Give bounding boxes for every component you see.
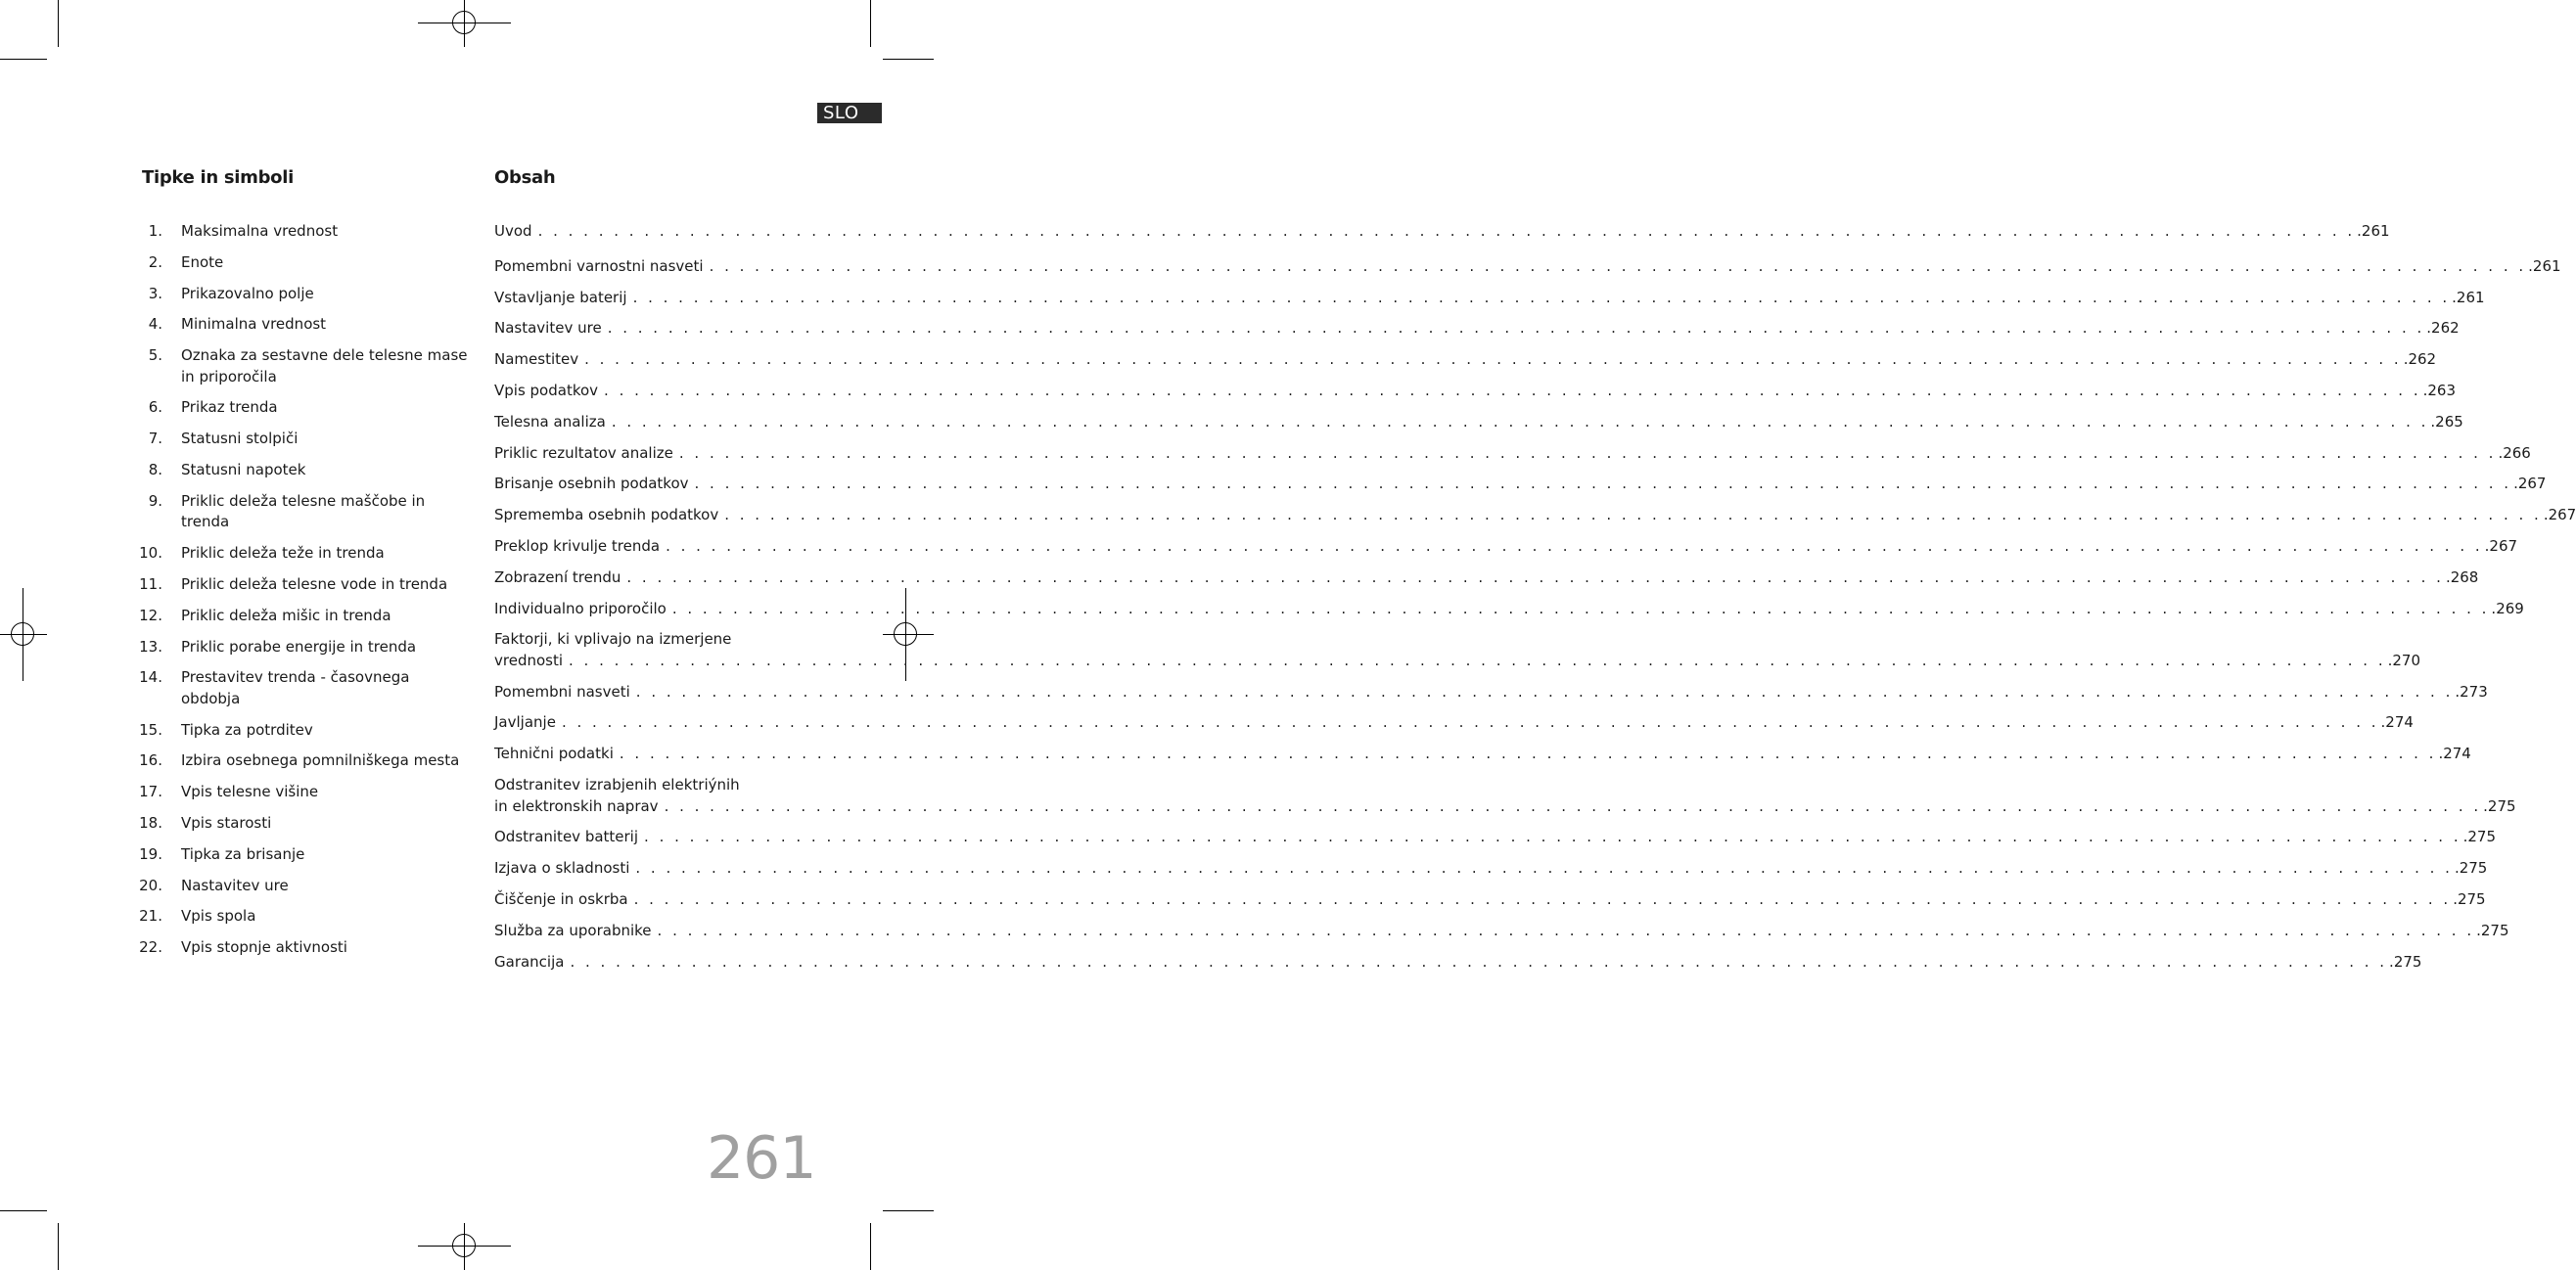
key-label: Prestavitev trenda - časovnega obdobja	[181, 668, 410, 707]
key-list-item	[137, 397, 470, 419]
key-list-item	[137, 221, 470, 243]
key-number: 13.	[139, 637, 162, 656]
toc-entry-page: .261	[2528, 256, 2561, 275]
toc-entry	[494, 921, 2509, 942]
crop-mark	[870, 0, 871, 47]
language-badge: SLO	[817, 103, 882, 123]
toc-entry-page: .275	[2389, 952, 2422, 971]
key-list-item	[137, 813, 470, 835]
toc-entry	[494, 474, 2547, 495]
key-list-item	[137, 314, 470, 336]
toc-entry-title: Zobrazení trendu	[494, 567, 621, 586]
dot-leader: . . . . . . . . . . . . . . . . . . . . . . . . . . . . . . . . . . . . . . . . . . . . . . . . . . . . . . . . . . . . . . . . . . . . . . . . . . . . . . . . . . . . . . . . . . . . . . . . . . . . . . . . . . . . . . . . . . . . . . . .	[709, 256, 2527, 275]
toc-entry-title: Namestitev	[494, 350, 579, 369]
toc-entry-page: .267	[2543, 506, 2576, 524]
key-list-item	[137, 252, 470, 274]
toc-entry	[494, 827, 2497, 848]
table-of-contents	[494, 221, 2576, 982]
toc-entry-page: .261	[2357, 222, 2390, 240]
toc-entry	[494, 889, 2486, 911]
key-label: Enote	[181, 252, 224, 271]
key-label: Vpis stopnje aktivnosti	[181, 938, 347, 957]
toc-entry-page: .275	[2476, 921, 2509, 939]
key-list-item	[137, 345, 470, 387]
key-number: 12.	[139, 606, 162, 624]
dot-leader: . . . . . . . . . . . . . . . . . . . . . . . . . . . . . . . . . . . . . . . . . . . . . . . . . . . . . . . . . . . . . . . . . . . . . . . . . . . . . . . . . . . . . . . . . . . . . . . . . . . . . . . . . . . . . . . . . . . . . . . .	[694, 475, 2512, 493]
key-list-item	[137, 906, 470, 928]
toc-entry-page: .262	[2426, 319, 2460, 338]
dot-leader: . . . . . . . . . . . . . . . . . . . . . . . . . . . . . . . . . . . . . . . . . . . . . . . . . . . . . . . . . . . . . . . . . . . . . . . . . . . . . . . . . . . . . . . . . . . . . . . . . . . . . . . . . . . . . . . . . . . . . . . .	[619, 745, 2437, 763]
key-list-item	[137, 782, 470, 803]
key-list-item	[137, 667, 470, 709]
toc-entry-page: .270	[2387, 651, 2420, 669]
key-label: Minimalna vrednost	[181, 315, 327, 334]
toc-entry-page: .268	[2445, 567, 2479, 586]
key-number: 20.	[139, 876, 162, 894]
dot-leader: . . . . . . . . . . . . . . . . . . . . . . . . . . . . . . . . . . . . . . . . . . . . . . . . . . . . . . . . . . . . . . . . . . . . . . . . . . . . . . . . . . . . . . . . . . . . . . . . . . . . . . . . . . . . . . . . . . . . . . . .	[604, 381, 2421, 399]
dot-leader: . . . . . . . . . . . . . . . . . . . . . . . . . . . . . . . . . . . . . . . . . . . . . . . . . . . . . . . . . . . . . . . . . . . . . . . . . . . . . . . . . . . . . . . . . . . . . . . . . . . . . . . . . . . . . . . . . . . . . . . .	[569, 651, 2386, 669]
key-number: 18.	[139, 814, 162, 833]
toc-entry-title: Telesna analiza	[494, 412, 606, 431]
toc-entry	[494, 318, 2460, 340]
toc-entry-title-line1: Faktorji, ki vplivajo na izmerjene	[494, 630, 732, 649]
toc-entry-title: Garancija	[494, 952, 565, 971]
dot-leader: . . . . . . . . . . . . . . . . . . . . . . . . . . . . . . . . . . . . . . . . . . . . . . . . . . . . . . . . . . . . . . . . . . . . . . . . . . . . . . . . . . . . . . . . . . . . . . . . . . . . . . . . . . . . . . . . . . . . . . . .	[561, 713, 2379, 732]
crop-mark	[58, 1223, 59, 1270]
toc-entry-page: .274	[2380, 713, 2414, 732]
key-number: 1.	[148, 222, 162, 240]
key-number: 15.	[139, 720, 162, 739]
key-list-item	[137, 720, 470, 742]
toc-entry	[494, 256, 2561, 278]
toc-entry-title: Pomembni nasveti	[494, 682, 630, 701]
toc-entry-page: .269	[2491, 599, 2524, 617]
key-label: Vpis starosti	[181, 814, 272, 833]
key-list-item	[137, 606, 470, 627]
key-label: Priklic deleža telesne vode in trenda	[181, 574, 448, 593]
key-list-item	[137, 543, 470, 565]
dot-leader: . . . . . . . . . . . . . . . . . . . . . . . . . . . . . . . . . . . . . . . . . . . . . . . . . . . . . . . . . . . . . . . . . . . . . . . . . . . . . . . . . . . . . . . . . . . . . . . . . . . . . . . . . . . . . . . . . . . . . . . .	[678, 443, 2497, 462]
key-label: Statusni napotek	[181, 461, 306, 479]
dot-leader: . . . . . . . . . . . . . . . . . . . . . . . . . . . . . . . . . . . . . . . . . . . . . . . . . . . . . . . . . . . . . . . . . . . . . . . . . . . . . . . . . . . . . . . . . . . . . . . . . . . . . . . . . . . . . . . . . . . . . . . .	[664, 796, 2482, 815]
dot-leader: . . . . . . . . . . . . . . . . . . . . . . . . . . . . . . . . . . . . . . . . . . . . . . . . . . . . . . . . . . . . . . . . . . . . . . . . . . . . . . . . . . . . . . . . . . . . . . . . . . . . . . . . . . . . . . . . . . . . . . . .	[633, 889, 2452, 908]
toc-entry	[494, 952, 2422, 974]
keys-heading: Tipke in simboli	[142, 167, 294, 188]
dot-leader: . . . . . . . . . . . . . . . . . . . . . . . . . . . . . . . . . . . . . . . . . . . . . . . . . . . . . . . . . . . . . . . . . . . . . . . . . . . . . . . . . . . . . . . . . . . . . . . . . . . . . . . . . . . . . . . . . . . . . . . .	[671, 599, 2490, 617]
toc-entry-title: Uvod	[494, 222, 532, 240]
toc-entry-title: Vstavljanje baterij	[494, 288, 627, 306]
crop-mark	[0, 59, 47, 60]
key-list-item	[137, 937, 470, 959]
dot-leader: . . . . . . . . . . . . . . . . . . . . . . . . . . . . . . . . . . . . . . . . . . . . . . . . . . . . . . . . . . . . . . . . . . . . . . . . . . . . . . . . . . . . . . . . . . . . . . . . . . . . . . . . . . . . . . . . . . . . . . . .	[537, 222, 2356, 240]
key-list-item	[137, 574, 470, 596]
key-label: Statusni stolpiči	[181, 430, 299, 448]
keys-list	[137, 221, 470, 969]
toc-entry-page: .266	[2498, 443, 2531, 462]
key-number: 7.	[148, 430, 162, 448]
key-number: 4.	[148, 315, 162, 334]
key-number: 14.	[139, 668, 162, 687]
key-label: Nastavitev ure	[181, 876, 289, 894]
key-number: 21.	[139, 907, 162, 926]
dot-leader: . . . . . . . . . . . . . . . . . . . . . . . . . . . . . . . . . . . . . . . . . . . . . . . . . . . . . . . . . . . . . . . . . . . . . . . . . . . . . . . . . . . . . . . . . . . . . . . . . . . . . . . . . . . . . . . . . . . . . . . .	[666, 536, 2483, 555]
dot-leader: . . . . . . . . . . . . . . . . . . . . . . . . . . . . . . . . . . . . . . . . . . . . . . . . . . . . . . . . . . . . . . . . . . . . . . . . . . . . . . . . . . . . . . . . . . . . . . . . . . . . . . . . . . . . . . . . . . . . . . . .	[657, 921, 2475, 939]
key-list-item	[137, 429, 470, 450]
crop-mark	[870, 1223, 871, 1270]
key-label: Maksimalna vrednost	[181, 222, 339, 240]
toc-entry-page: .267	[2484, 536, 2518, 555]
key-label: Izbira osebnega pomnilniškega mesta	[181, 751, 460, 770]
toc-entry	[494, 682, 2488, 703]
key-number: 6.	[148, 398, 162, 417]
toc-entry	[494, 858, 2488, 880]
toc-entry	[494, 775, 2516, 817]
toc-entry-title: Preklop krivulje trenda	[494, 536, 661, 555]
toc-entry	[494, 629, 2420, 671]
key-number: 11.	[139, 574, 162, 593]
toc-entry	[494, 536, 2518, 558]
key-label: Vpis telesne višine	[181, 783, 319, 801]
dot-leader: . . . . . . . . . . . . . . . . . . . . . . . . . . . . . . . . . . . . . . . . . . . . . . . . . . . . . . . . . . . . . . . . . . . . . . . . . . . . . . . . . . . . . . . . . . . . . . . . . . . . . . . . . . . . . . . . . . . . . . . .	[644, 828, 2461, 846]
toc-heading: Obsah	[494, 167, 556, 188]
key-list-item	[137, 876, 470, 897]
key-label: Tipka za potrditev	[181, 720, 313, 739]
dot-leader: . . . . . . . . . . . . . . . . . . . . . . . . . . . . . . . . . . . . . . . . . . . . . . . . . . . . . . . . . . . . . . . . . . . . . . . . . . . . . . . . . . . . . . . . . . . . . . . . . . . . . . . . . . . . . . . . . . . . . . . .	[635, 682, 2454, 701]
key-number: 9.	[148, 491, 162, 510]
dot-leader: . . . . . . . . . . . . . . . . . . . . . . . . . . . . . . . . . . . . . . . . . . . . . . . . . . . . . . . . . . . . . . . . . . . . . . . . . . . . . . . . . . . . . . . . . . . . . . . . . . . . . . . . . . . . . . . . . . . . . . . .	[611, 412, 2429, 431]
key-number: 10.	[139, 544, 162, 563]
key-number: 3.	[148, 284, 162, 302]
toc-entry	[494, 744, 2471, 765]
toc-entry-page: .261	[2452, 288, 2485, 306]
toc-entry-page: .275	[2462, 828, 2497, 846]
toc-entry-page: .263	[2422, 381, 2457, 399]
key-number: 17.	[139, 783, 162, 801]
dot-leader: . . . . . . . . . . . . . . . . . . . . . . . . . . . . . . . . . . . . . . . . . . . . . . . . . . . . . . . . . . . . . . . . . . . . . . . . . . . . . . . . . . . . . . . . . . . . . . . . . . . . . . . . . . . . . . . . . . . . . . . .	[607, 319, 2425, 338]
toc-entry	[494, 443, 2531, 465]
toc-entry	[494, 381, 2457, 402]
toc-entry-page: .262	[2403, 350, 2437, 369]
toc-entry-page: .265	[2430, 412, 2463, 431]
crop-mark	[883, 1210, 934, 1211]
toc-entry	[494, 599, 2524, 620]
toc-entry-page: .274	[2438, 745, 2471, 763]
toc-entry-title: Pomembni varnostni nasveti	[494, 256, 704, 275]
key-label: Priklic deleža telesne maščobe in trenda	[181, 491, 426, 531]
toc-entry-page: .275	[2483, 796, 2516, 815]
toc-entry	[494, 288, 2485, 309]
dot-leader: . . . . . . . . . . . . . . . . . . . . . . . . . . . . . . . . . . . . . . . . . . . . . . . . . . . . . . . . . . . . . . . . . . . . . . . . . . . . . . . . . . . . . . . . . . . . . . . . . . . . . . . . . . . . . . . . . . . . . . . .	[584, 350, 2402, 369]
key-number: 19.	[139, 844, 162, 863]
toc-entry-title: Tehnični podatki	[494, 745, 614, 763]
dot-leader: . . . . . . . . . . . . . . . . . . . . . . . . . . . . . . . . . . . . . . . . . . . . . . . . . . . . . . . . . . . . . . . . . . . . . . . . . . . . . . . . . . . . . . . . . . . . . . . . . . . . . . . . . . . . . . . . . . . . . . . .	[570, 952, 2388, 971]
key-list-item	[137, 750, 470, 772]
toc-entry-title-line1: Odstranitev izrabjenih elektriýnih	[494, 776, 740, 794]
key-label: Vpis spola	[181, 907, 256, 926]
dot-leader: . . . . . . . . . . . . . . . . . . . . . . . . . . . . . . . . . . . . . . . . . . . . . . . . . . . . . . . . . . . . . . . . . . . . . . . . . . . . . . . . . . . . . . . . . . . . . . . . . . . . . . . . . . . . . . . . . . . . . . . .	[635, 859, 2453, 878]
key-list-item	[137, 460, 470, 481]
key-list-item	[137, 491, 470, 533]
toc-entry-title: Priklic rezultatov analize	[494, 443, 673, 462]
toc-entry-title: Čiščenje in oskrba	[494, 889, 628, 908]
toc-entry-title: vrednosti	[494, 651, 564, 669]
toc-entry	[494, 221, 2390, 243]
toc-entry-page: .273	[2455, 682, 2488, 701]
toc-entry-title: in elektronskih naprav	[494, 796, 659, 815]
key-label: Priklic deleža mišic in trenda	[181, 606, 391, 624]
toc-entry-title: Javljanje	[494, 713, 556, 732]
crop-mark	[58, 0, 59, 47]
crop-mark	[0, 1210, 47, 1211]
key-list-item	[137, 844, 470, 866]
toc-entry	[494, 712, 2414, 734]
key-label: Priklic porabe energije in trenda	[181, 637, 417, 656]
dot-leader: . . . . . . . . . . . . . . . . . . . . . . . . . . . . . . . . . . . . . . . . . . . . . . . . . . . . . . . . . . . . . . . . . . . . . . . . . . . . . . . . . . . . . . . . . . . . . . . . . . . . . . . . . . . . . . . . . . . . . . . .	[632, 288, 2451, 306]
key-label: Tipka za brisanje	[181, 844, 305, 863]
toc-entry-page: .267	[2513, 475, 2547, 493]
key-list-item	[137, 637, 470, 658]
key-number: 8.	[148, 461, 162, 479]
dot-leader: . . . . . . . . . . . . . . . . . . . . . . . . . . . . . . . . . . . . . . . . . . . . . . . . . . . . . . . . . . . . . . . . . . . . . . . . . . . . . . . . . . . . . . . . . . . . . . . . . . . . . . . . . . . . . . . . . . . . . . . .	[626, 567, 2444, 586]
toc-entry-title: Izjava o skladnosti	[494, 859, 630, 878]
crop-mark	[883, 59, 934, 60]
page-number: 261	[707, 1124, 816, 1193]
toc-entry	[494, 349, 2437, 371]
key-number: 22.	[139, 938, 162, 957]
key-list-item	[137, 284, 470, 305]
key-label: Oznaka za sestavne dele telesne mase in priporočila	[181, 346, 468, 386]
toc-entry	[494, 412, 2463, 433]
toc-entry-title: Nastavitev ure	[494, 319, 602, 338]
toc-entry-title: Sprememba osebnih podatkov	[494, 506, 719, 524]
dot-leader: . . . . . . . . . . . . . . . . . . . . . . . . . . . . . . . . . . . . . . . . . . . . . . . . . . . . . . . . . . . . . . . . . . . . . . . . . . . . . . . . . . . . . . . . . . . . . . . . . . . . . . . . . . . . . . . . . . . . . . . .	[724, 506, 2542, 524]
toc-entry-title: Odstranitev batterij	[494, 828, 639, 846]
key-number: 5.	[148, 346, 162, 365]
toc-entry	[494, 505, 2576, 526]
toc-entry	[494, 567, 2479, 589]
toc-entry-page: .275	[2453, 889, 2486, 908]
toc-entry-page: .275	[2454, 859, 2488, 878]
key-number: 2.	[148, 252, 162, 271]
key-label: Priklic deleža teže in trenda	[181, 544, 385, 563]
key-label: Prikaz trenda	[181, 398, 278, 417]
toc-entry-title: Individualno priporočilo	[494, 599, 667, 617]
toc-entry-title: Služba za uporabnike	[494, 921, 652, 939]
key-number: 16.	[139, 751, 162, 770]
toc-entry-title: Brisanje osebnih podatkov	[494, 475, 689, 493]
toc-entry-title: Vpis podatkov	[494, 381, 599, 399]
key-label: Prikazovalno polje	[181, 284, 314, 302]
